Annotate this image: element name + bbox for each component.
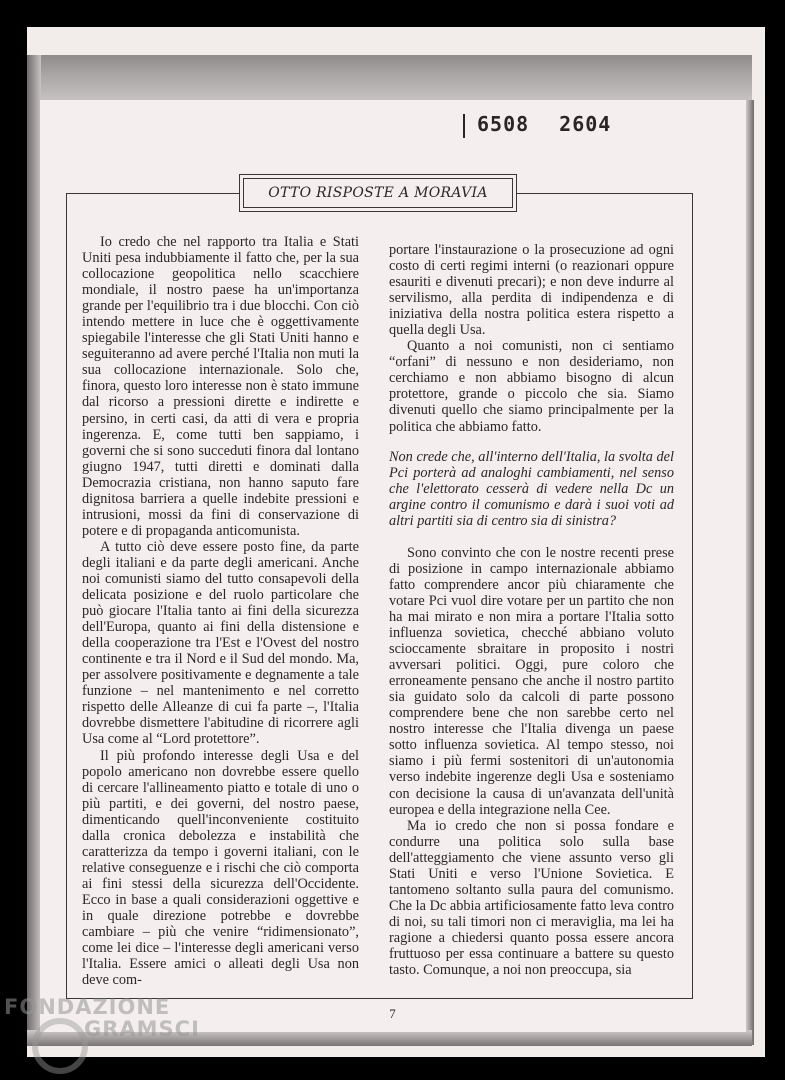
watermark-logo-icon: [32, 1018, 88, 1074]
paragraph: Il più profondo interesse degli Usa e del popolo americano non dovrebbe essere quello di cercare l'allineamento piatto e totale di uno o più partiti, e dei governi, del nostro paese, dimenticando quell'inconveniente costituito dalla cronica debolezza e instabilità che caratterizza da tempo i governi italiani, con le relative conseguenze e i rischi che ciò comporta ai fini stessi della sicurezza dell'Occidente. Ecco in base a quali considerazioni oggettive e in quale direzione potrebbe e dovrebbe cambiare – più che venire “ridimensionato”, come lei dice – l'interesse degli americani verso l'Italia. Essere amici o alleati degli Usa non deve com-: [82, 747, 359, 989]
article-title: OTTO RISPOSTE A MORAVIA: [268, 185, 488, 201]
archive-stamp: [463, 112, 611, 138]
paragraph: A tutto ciò deve essere posto fine, da parte degli italiani e da parte degli americani. Anche noi comunisti siamo del tutto consapevoli della delicata posizione e del ruolo particolare che può giocare l'Italia tanto ai fini della sicurezza dell'Europa, quanto ai fini della distensione e della cooperazione tra l'Est e l'Ovest del nostro continente e tra il Nord e il Sud del mondo. Ma, per assolvere positivamente e degnamente a tale funzione – nel mantenimento e nel corretto rispetto delle Alleanze di cui fa parte –, l'Italia dovrebbe dismettere l'abitudine di ricorrere agli Usa come al “Lord protettore”.: [82, 538, 359, 748]
scan-shadow-top: [27, 55, 752, 103]
paragraph: Sono convinto che con le nostre recenti prese di posizione in campo internazionale abbiamo fatto comprendere ancor più chiaramente che votare Pci vuol dire votare per un partito che non ha mai mirato e non mira a portare l'Italia sotto influenza sovietica, checché abbiano voluto scioccamente sbraitare in proposito i nostri avversari politici. Oggi, pure coloro che erroneamente pensano che anche il nostro partito sia guidato solo da calcoli di parte possono comprendere bene che non sarebbe certo nel nostro interesse che l'Italia divenga un paese sotto influenza sovietica. Al tempo stesso, noi siamo i più fermi sostenitori di un'autonomia verso indebite ingerenze degli Usa e sosteniamo con decisione la causa di un'avanzata dell'unità europea e della integrazione nella Cee.: [389, 544, 674, 818]
scan-shadow-left: [27, 55, 41, 1045]
paragraph: Quanto a noi comunisti, non ci sentiamo “orfani” di nessuno e non desideriamo, non cerchiamo e non abbiamo bisogno di alcun protettore, grande o piccolo che sia. Siamo divenuti quello che siamo principalmente per la politica che abbiamo fatto.: [389, 338, 674, 435]
paragraph: Ma io credo che non si possa fondare e condurre una politica solo sulla base dell'atteggiamento che viene assunto verso gli Stati Uniti e verso l'Unione Sovietica. E tantomeno soltanto sulla paura del comunismo. Che la Dc abbia artificiosamente fatto leva contro di noi, su tali timori non ci meraviglia, ma lei ha ragione a chiedersi quanto possa essere ancora fruttuoso per essa continuare a battere su questo tasto. Comunque, a noi non preoccupa, sia: [389, 817, 674, 979]
paragraph: Io credo che nel rapporto tra Italia e Stati Uniti pesa indubbiamente il fatto che, per la sua collocazione geopolitica nello scacchiere mondiale, il nostro paese ha un'importanza grande per l'equilibrio tra i due blocchi. Con ciò intendo mettere in luce che è oggettivamente spiegabile l'interesse che gli Stati Uniti hanno e seguiteranno ad avere perché l'Italia non muti la sua collocazione internazionale. Solo che, finora, questo loro interesse non è stato immune dal ricorso a pressioni dirette e indirette e persino, in certi casi, da atti di vera e propria ingerenza. E, come tutti ben sappiamo, i governi che si sono succeduti finora dal lontano giugno 1947, tutti diretti e dominati dalla Democrazia cristiana, non hanno saputo fare dignitosa barriera a quelle indebite pressioni e intrusioni, mossi da fini di conservazione di potere e di propaganda anticomunista.: [82, 234, 359, 539]
stamp-bar: [463, 114, 465, 138]
title-box: [239, 174, 517, 212]
interview-question: Non crede che, all'interno dell'Italia, la svolta del Pci porterà ad analoghi cambiamenti, nel senso che l'elettorato cesserà di vedere nella Dc un argine contro il comunismo e darà i suoi voti ad altri partiti sia di centro sia di sinistra?: [389, 448, 674, 529]
watermark-line-2: GRAMSCI: [84, 1017, 200, 1041]
left-column: [82, 234, 359, 988]
watermark: [4, 995, 200, 1041]
stamp-number-2: 2604: [559, 112, 612, 136]
page-number: 7: [389, 1006, 396, 1021]
watermark-line-1: FONDAZIONE: [4, 995, 171, 1019]
stamp-number-1: 6508: [477, 112, 530, 136]
right-column: [389, 242, 674, 978]
title-box-inner: [243, 178, 513, 208]
paragraph: portare l'instaurazione o la prosecuzione ad ogni costo di certi regimi interni (o reazionari oppure esauriti e divenuti precari); e non deve indurre al servilismo, alla perdita di indipendenza e di iniziativa della nostra politica estera rispetto a quella degli Usa.: [389, 242, 674, 339]
scan-shadow-right: [746, 100, 754, 1045]
